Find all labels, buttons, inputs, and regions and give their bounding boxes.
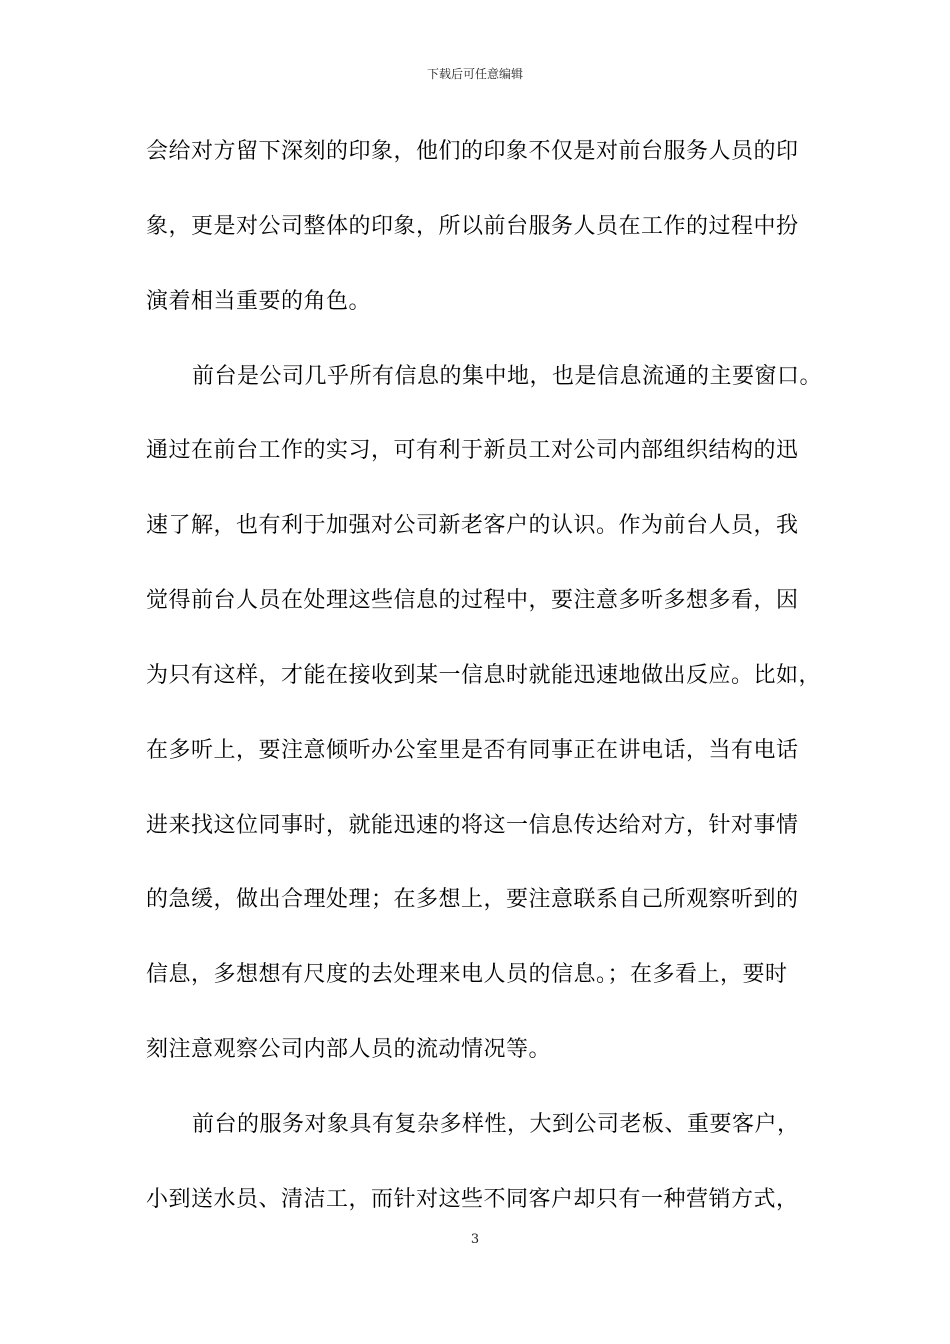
paragraph-first-line: 前台的服务对象具有复杂多样性，大到公司老板、重要客户，	[192, 1112, 800, 1137]
text-line: 的急缓，做出合理处理；在多想上，要注意联系自己所观察听到的	[146, 887, 799, 912]
paragraph-first-line: 前台是公司几乎所有信息的集中地，也是信息流通的主要窗口。	[192, 364, 823, 389]
text-line: 象，更是对公司整体的印象，所以前台服务人员在工作的过程中扮	[146, 214, 799, 239]
text-line: 信息，多想想有尺度的去处理来电人员的信息。；在多看上，要时	[146, 962, 788, 987]
text-line: 在多听上，要注意倾听办公室里是否有同事正在讲电话，当有电话	[146, 738, 799, 763]
text-line: 小到送水员、清洁工，而针对这些不同客户却只有一种营销方式，	[146, 1187, 799, 1212]
text-line: 为只有这样，才能在接收到某一信息时就能迅速地做出反应。比如，	[146, 663, 822, 688]
text-line: 觉得前台人员在处理这些信息的过程中，要注意多听多想多看，因	[146, 588, 799, 613]
text-line: 演着相当重要的角色。	[146, 289, 372, 314]
text-line: 速了解，也有利于加强对公司新老客户的认识。作为前台人员，我	[146, 513, 799, 538]
text-line: 通过在前台工作的实习，可有利于新员工对公司内部组织结构的迅	[146, 438, 799, 463]
page-header-note: 下载后可任意编辑	[426, 67, 523, 81]
text-line: 刻注意观察公司内部人员的流动情况等。	[146, 1037, 552, 1062]
page-number: 3	[470, 1232, 480, 1247]
text-line: 会给对方留下深刻的印象，他们的印象不仅是对前台服务人员的印	[146, 139, 799, 164]
text-line: 进来找这位同事时，就能迅速的将这一信息传达给对方，针对事情	[146, 813, 799, 838]
